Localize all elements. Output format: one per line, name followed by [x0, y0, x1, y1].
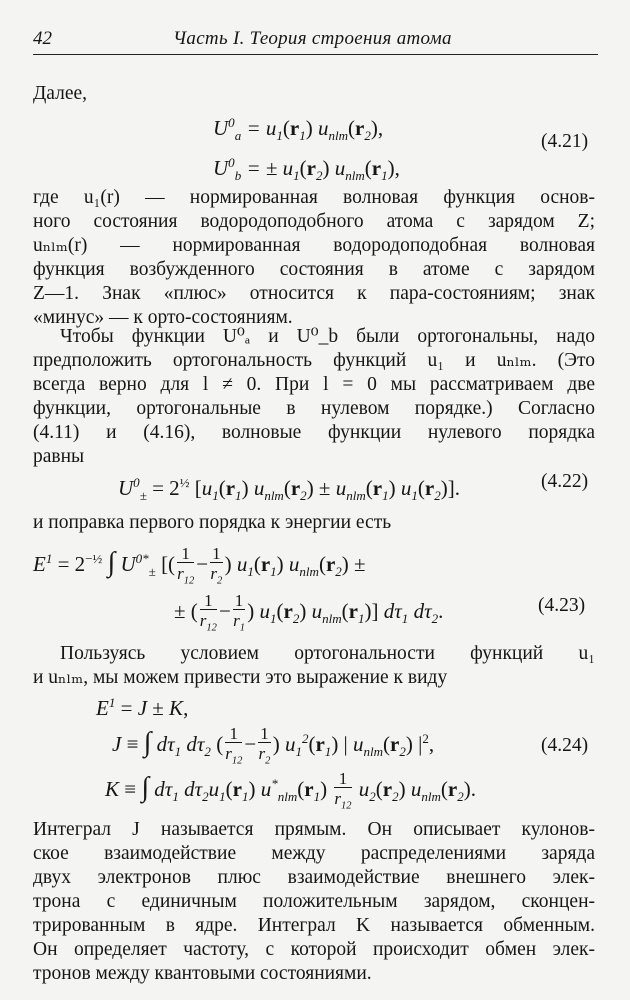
equation-4-23-line-2: ± ( $\frac{1}{r_{12}}$ − $\frac{1}{r_1}$ ) $u_1(r_2)$ $u_{nlm}(r_1)$] $d\tau_1$ $d\tau_2$.: [174, 591, 444, 634]
page-number: 42: [33, 28, 52, 49]
text-line: Z—1. Знак «плюс» относится к пара-состояниям; знак: [33, 283, 595, 304]
text-line: Он определяет частоту, с которой происходит обмен элек-: [33, 939, 595, 960]
text-line: трона с единичным положительным зарядом, сконцен-: [33, 891, 595, 912]
text-line: предположить ортогональность функций u₁ и uₙₗₘ. (Это: [33, 350, 595, 371]
text-line: равны: [33, 446, 85, 467]
text-line: ного состояния водородоподобного атома с зарядом Z;: [33, 211, 595, 232]
equation-number-4-24: (4.24): [541, 735, 589, 756]
text-line: функция возбужденного состояния в атоме с зарядом: [33, 259, 595, 280]
text-line: «минус» — к орто-состояниям.: [33, 307, 293, 328]
equation-4-24-line-3: K ≡ ∫ $d\tau_1$ $d\tau_2u_1(r_1)$ $u^*_{nlm}(r_1)$ $\frac{1}{r_{12}}$ $u_2(r_2)$ $u_{nlm}(r_2)$.: [105, 769, 477, 812]
text-line: трированным в ядре. Интеграл K называется обменным.: [33, 915, 595, 936]
equation-number-4-23: (4.23): [538, 595, 586, 616]
text-line: ское взаимодействие между распределениями заряда: [33, 843, 595, 864]
text-line: и uₙₗₘ, мы можем привести это выражение к виду: [33, 667, 448, 688]
running-title: Часть I. Теория строения атома: [173, 28, 452, 49]
intro-word: Далее,: [33, 83, 88, 104]
equation-4-21-line-2: $U^0_b$ = ± $u_1(r_2)$ $u_{nlm}(r_1)$,: [213, 155, 400, 184]
text-line: Интеграл J называется прямым. Он описывает кулонов-: [33, 819, 595, 840]
text-line: (4.11) и (4.16), волновые функции нулевого порядка: [33, 422, 595, 443]
equation-number-4-22: (4.22): [541, 471, 589, 492]
page-header: [33, 28, 598, 55]
equation-4-24-line-1: $E^1 = J \pm K$,: [96, 695, 189, 720]
text-line: всегда верно для l ≠ 0. При l = 0 мы рассматриваем две: [33, 374, 595, 395]
text-line: Пользуясь условием ортогональности функций u₁: [60, 643, 595, 664]
equation-4-22: $U^0_\pm = 2^{\frac{1}{2}}$ [$u_1(r_1) u_{nlm}(r_2) \pm u_{nlm}(r_1)$ $u_1(r_2)$].: [118, 475, 460, 504]
equation-4-23-line-1: $E^1 = 2^{-\frac{1}{2}}$ ∫ $U^{0*}_\pm$ [( $\frac{1}{r_{12}}$ − $\frac{1}{r_2}$ ) $u_1(r_1) u_{nlm}(r_2)$ ±: [33, 544, 366, 587]
text-line: и поправка первого порядка к энергии есть: [33, 512, 392, 533]
text-line: Чтобы функции U⁰ₐ и U⁰_b были ортогональны, надо: [60, 326, 595, 347]
equation-number-4-21: (4.21): [541, 131, 589, 152]
equation-4-21-line-1: $U^0_a = u_1(r_1)$ $u_{nlm}(r_2)$,: [213, 115, 384, 144]
text-line: где u₁(r) — нормированная волновая функция основ-: [33, 187, 595, 208]
equation-4-24-line-2: J ≡ ∫ $d\tau_1$ $d\tau_2$ ( $\frac{1}{r_{12}}$ − $\frac{1}{r_2}$ ) $u_1^2(r_1)$ | $u_{nlm}(r_2)$ $|^2$,: [112, 724, 435, 767]
text-line: двух электронов плюс взаимодействие внешнего элек-: [33, 867, 595, 888]
text-line: функции, ортогональные в нулевом порядке.) Согласно: [33, 398, 595, 419]
text-line: тронов между квантовыми состояниями.: [33, 963, 372, 984]
text-line: uₙₗₘ(r) — нормированная водородоподобная волновая: [33, 235, 595, 256]
